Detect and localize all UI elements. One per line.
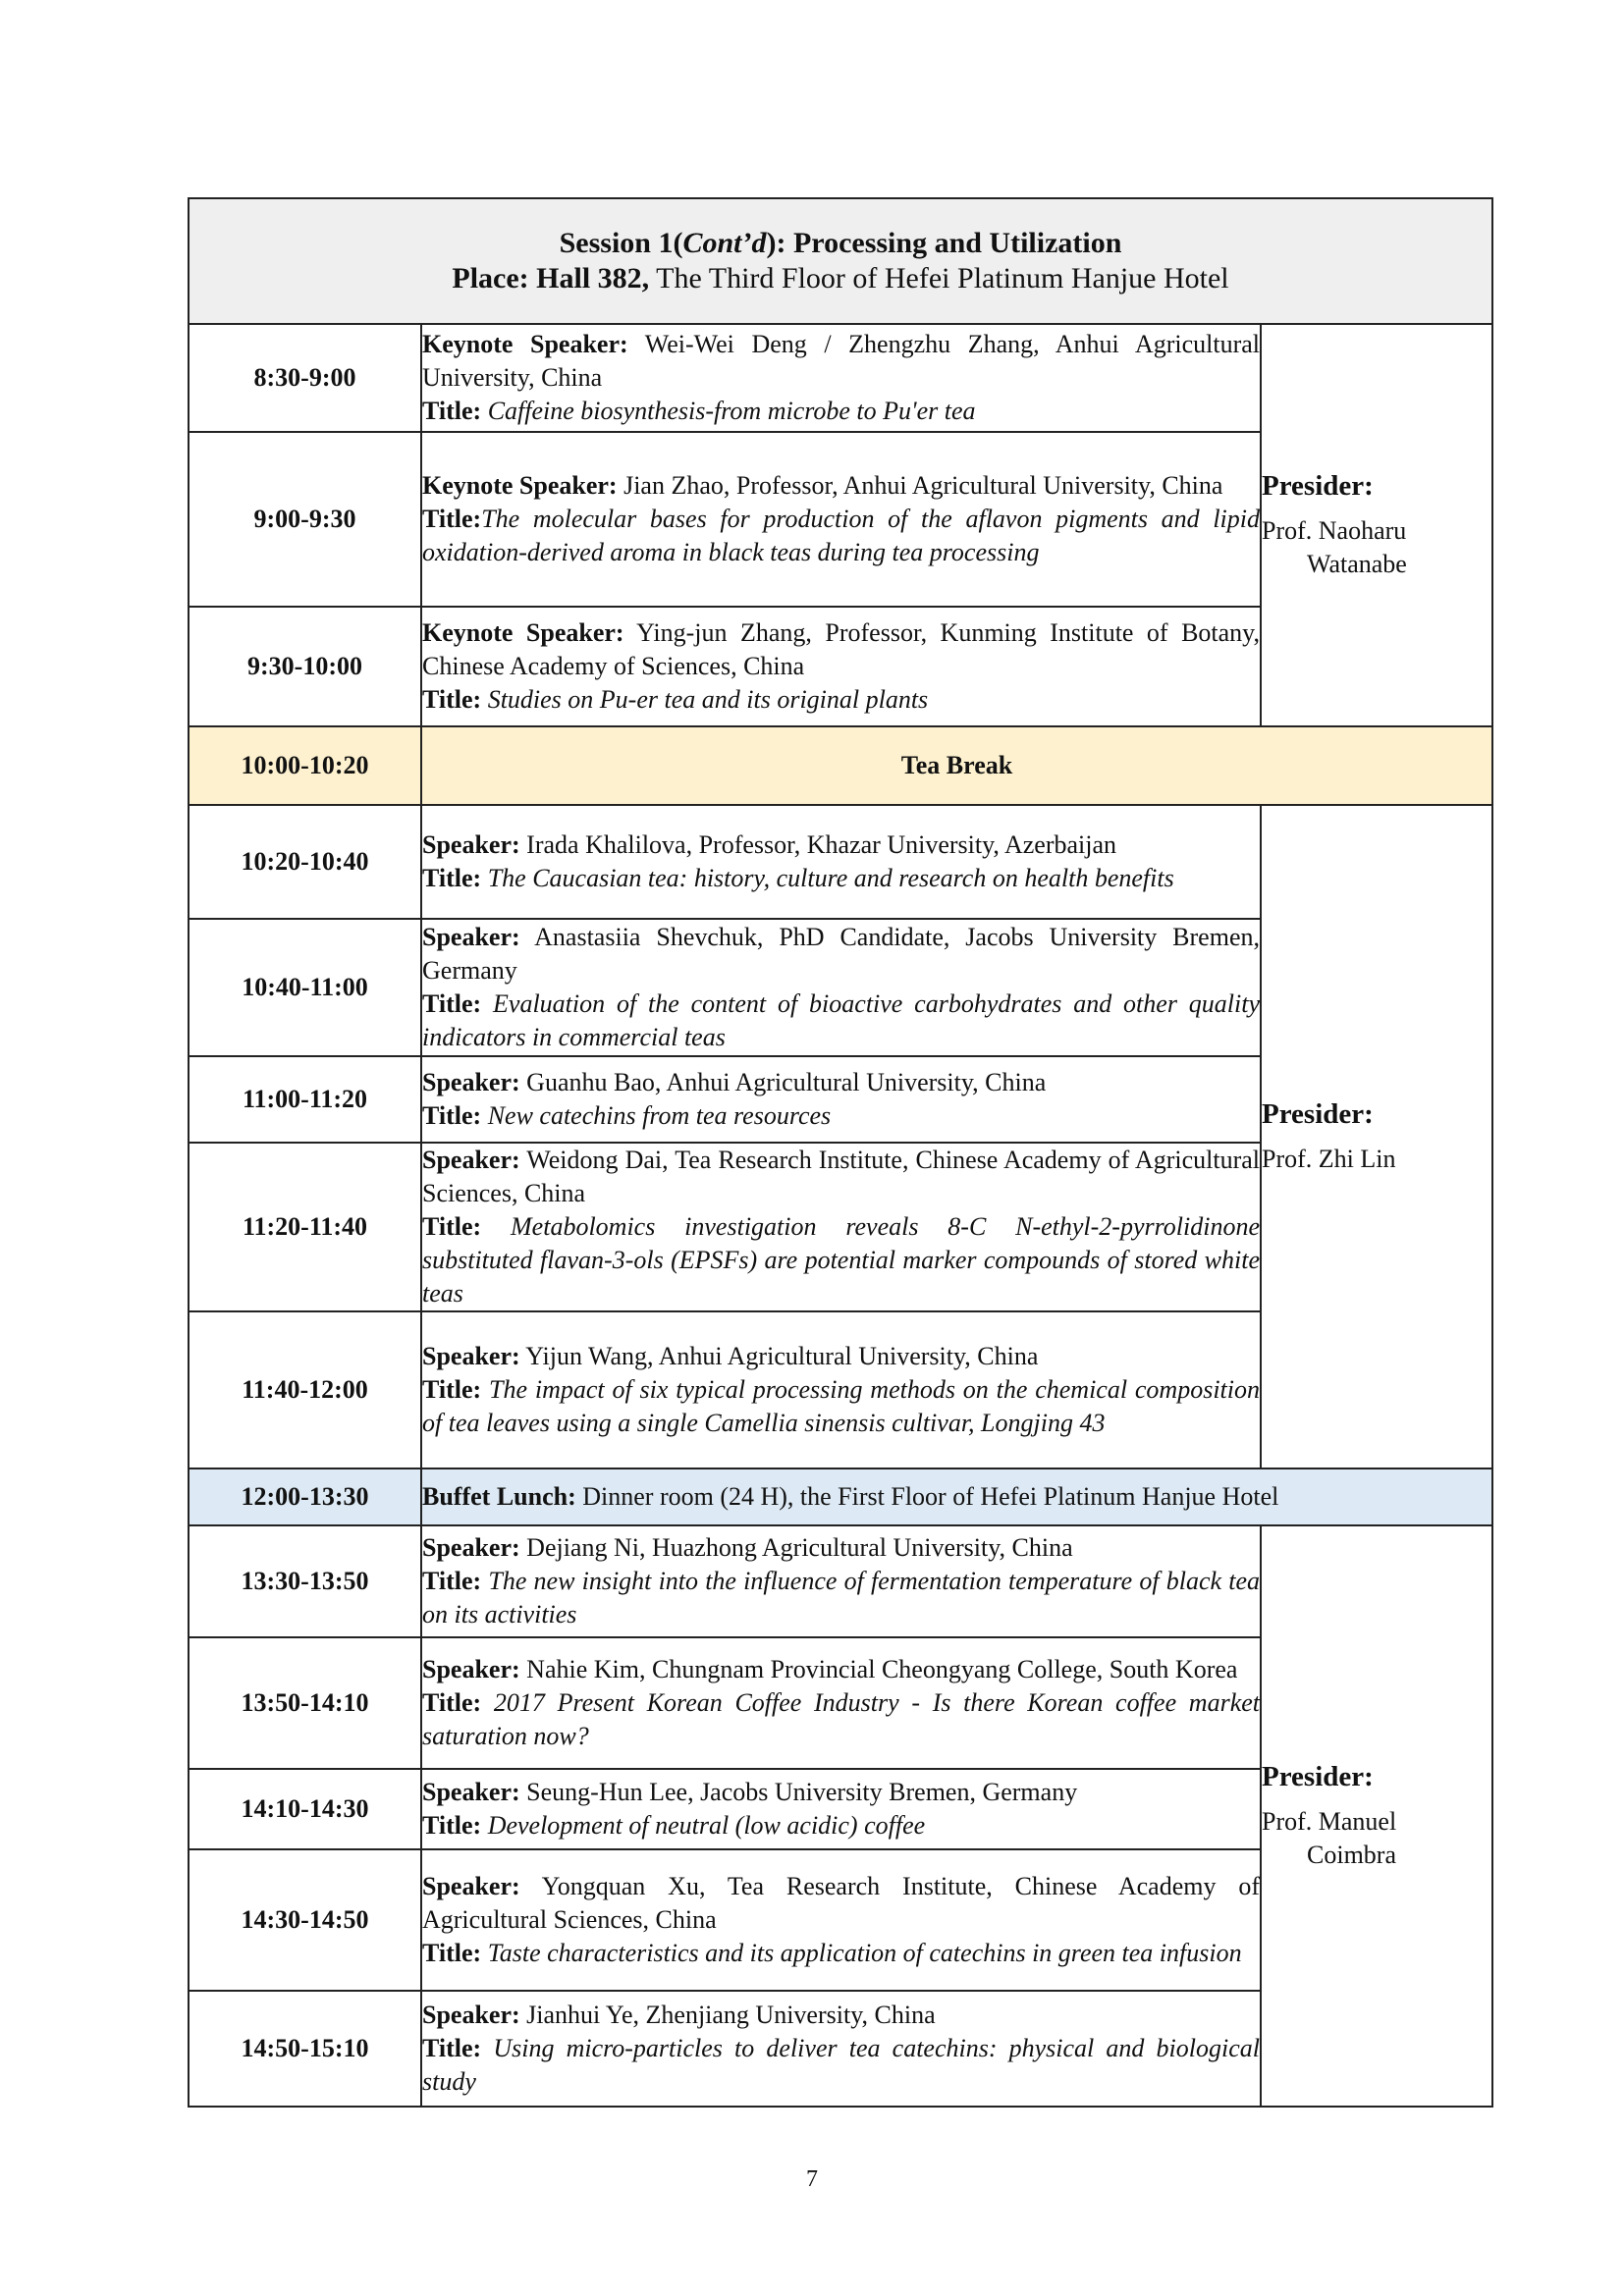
presider-name: Prof. Naoharu [1262, 516, 1407, 545]
talk-cell: Speaker: Nahie Kim, Chungnam Provincial Cheongyang College, South Korea Title: 2017 Present Korean Coffee Industry - Is there Korean coffee market saturation now? [421, 1637, 1261, 1769]
talk-cell: Speaker: Yongquan Xu, Tea Research Institute, Chinese Academy of Agricultural Sciences, China Title: Taste characteristics and its application of catechins in green tea infusion [421, 1849, 1261, 1991]
lunch-row [189, 1468, 1492, 1525]
talk-cell: Keynote Speaker: Jian Zhao, Professor, Anhui Agricultural University, China Title:The molecular bases for production of the aflavon pigments and lipid oxidation-derived aroma in black teas during tea processing [421, 432, 1261, 607]
talk-cell: Keynote Speaker: Ying-jun Zhang, Professor, Kunming Institute of Botany, Chinese Academy of Sciences, China Title: Studies on Pu-er tea and its original plants [421, 607, 1261, 726]
session-title: Session 1(Cont’d): Processing and Utilization [559, 227, 1122, 259]
time-slot: 13:50-14:10 [189, 1637, 421, 1769]
table-row [189, 1525, 1492, 1637]
time-slot: 12:00-13:30 [189, 1468, 421, 1525]
session-header-row [189, 198, 1492, 324]
talk-cell: Speaker: Irada Khalilova, Professor, Khazar University, Azerbaijan Title: The Caucasian tea: history, culture and research on health benefits [421, 805, 1261, 919]
presider-name: Prof. Manuel [1262, 1807, 1397, 1836]
table-row [189, 805, 1492, 919]
session-place: Place: Hall 382, The Third Floor of Hefei Platinum Hanjue Hotel [452, 262, 1229, 294]
time-slot: 10:00-10:20 [189, 726, 421, 805]
time-slot: 14:10-14:30 [189, 1769, 421, 1849]
talk-cell: Speaker: Anastasiia Shevchuk, PhD Candidate, Jacobs University Bremen, Germany Title: Evaluation of the content of bioactive carbohydrates and other quality indicators in commercial teas [421, 919, 1261, 1056]
program-sheet [188, 197, 1491, 2108]
time-slot: 11:00-11:20 [189, 1056, 421, 1143]
presider-name: Prof. Zhi Lin [1262, 1145, 1396, 1173]
session-header [189, 198, 1492, 324]
presider-label: Presider: [1262, 1761, 1374, 1792]
presider-cell [1261, 1525, 1492, 2107]
time-slot: 10:20-10:40 [189, 805, 421, 919]
time-slot: 11:40-12:00 [189, 1311, 421, 1468]
tea-break-label: Tea Break [421, 726, 1492, 805]
program-table [188, 197, 1493, 2108]
talk-cell: Speaker: Dejiang Ni, Huazhong Agricultural University, China Title: The new insight into the influence of fermentation temperature of black tea on its activities [421, 1525, 1261, 1637]
time-slot: 9:30-10:00 [189, 607, 421, 726]
talk-cell: Speaker: Weidong Dai, Tea Research Institute, Chinese Academy of Agricultural Sciences, China Title: Metabolomics investigation reveals 8-C N-ethyl-2-pyrrolidinone substituted flavan-3-ols (EPSFs) are potential marker compounds of stored white teas [421, 1143, 1261, 1311]
time-slot: 14:30-14:50 [189, 1849, 421, 1991]
time-slot: 9:00-9:30 [189, 432, 421, 607]
time-slot: 8:30-9:00 [189, 324, 421, 432]
talk-cell: Keynote Speaker: Wei-Wei Deng / Zhengzhu Zhang, Anhui Agricultural University, China Title: Caffeine biosynthesis-from microbe to Pu'er tea [421, 324, 1261, 432]
time-slot: 14:50-15:10 [189, 1991, 421, 2107]
talk-cell: Speaker: Seung-Hun Lee, Jacobs University Bremen, Germany Title: Development of neutral (low acidic) coffee [421, 1769, 1261, 1849]
time-slot: 11:20-11:40 [189, 1143, 421, 1311]
talk-cell: Speaker: Jianhui Ye, Zhenjiang University, China Title: Using micro-particles to deliver tea catechins: physical and biological study [421, 1991, 1261, 2107]
presider-cell [1261, 805, 1492, 1468]
lunch-info: Buffet Lunch: Dinner room (24 H), the First Floor of Hefei Platinum Hanjue Hotel [421, 1468, 1492, 1525]
page-number: 7 [806, 2166, 818, 2192]
talk-cell: Speaker: Yijun Wang, Anhui Agricultural University, China Title: The impact of six typical processing methods on the chemical composition of tea leaves using a single Camellia sinensis cultivar, Longjing 43 [421, 1311, 1261, 1468]
presider-label: Presider: [1262, 1098, 1374, 1130]
tea-break-row [189, 726, 1492, 805]
presider-name: Coimbra [1307, 1841, 1396, 1869]
time-slot: 13:30-13:50 [189, 1525, 421, 1637]
table-row [189, 324, 1492, 432]
presider-name: Watanabe [1307, 550, 1407, 578]
talk-cell: Speaker: Guanhu Bao, Anhui Agricultural University, China Title: New catechins from tea resources [421, 1056, 1261, 1143]
presider-cell [1261, 324, 1492, 726]
time-slot: 10:40-11:00 [189, 919, 421, 1056]
presider-label: Presider: [1262, 470, 1374, 502]
